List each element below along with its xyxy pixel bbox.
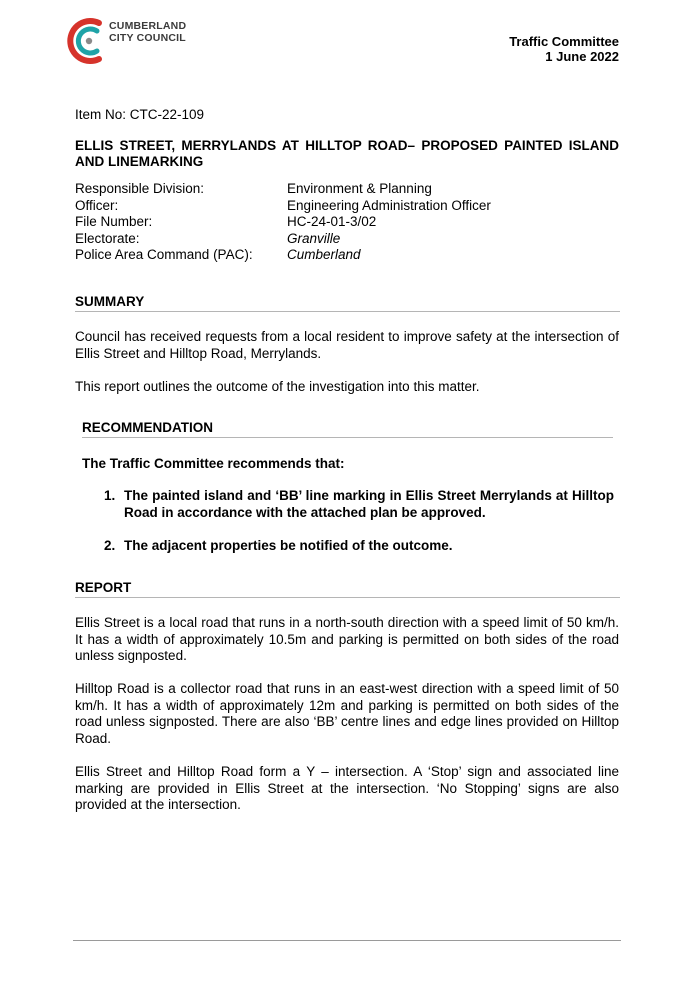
recommendation-number: 2. — [104, 538, 116, 553]
detail-row-pac — [75, 247, 491, 264]
footer-divider — [73, 940, 621, 941]
item-number: Item No: CTC-22-109 — [75, 107, 205, 122]
summary-paragraph-1: Council has received requests from a local resident to improve safety at the intersection of Ellis Street and Hilltop Road, Merrylands. — [75, 329, 619, 361]
council-logo-mark — [66, 12, 112, 70]
detail-row-file-number — [75, 214, 491, 231]
recommendation-text: The painted island and ‘BB’ line marking in Ellis Street Merrylands at Hilltop Road in accordance with the attached plan be approved. — [124, 488, 614, 520]
logo-line-1: CUMBERLAND — [109, 20, 187, 32]
recommendation-divider — [82, 437, 613, 438]
report-paragraph-3: Ellis Street and Hilltop Road form a Y – intersection. A ‘Stop’ sign and associated line marking are provided in Ellis Street at the intersection. ‘No Stopping’ signs are also provided at the intersection. — [75, 764, 619, 812]
committee-name: Traffic Committee — [509, 34, 619, 49]
detail-label: Electorate: — [75, 230, 140, 246]
recommendation-heading: RECOMMENDATION — [82, 420, 213, 435]
detail-row-officer — [75, 198, 491, 215]
detail-value: Cumberland — [287, 247, 361, 262]
report-details — [75, 181, 491, 264]
report-paragraph-2: Hilltop Road is a collector road that runs in an east-west direction with a speed limit of 50 km/h. It has a width of approximately 12m and parking is permitted on both sides of the road unless signposted. There are also ‘BB’ centre lines and edge lines provided on Hilltop Road. — [75, 681, 619, 746]
recommendation-text: The adjacent properties be notified of the outcome. — [124, 538, 453, 553]
recommendation-item — [104, 488, 614, 521]
detail-label: Officer: — [75, 197, 119, 213]
detail-value: Granville — [287, 230, 341, 246]
council-logo-wordmark — [109, 20, 186, 44]
report-divider — [75, 597, 620, 598]
detail-row-division — [75, 181, 491, 198]
summary-divider — [75, 311, 620, 312]
summary-paragraph-2: This report outlines the outcome of the investigation into this matter. — [75, 379, 480, 394]
report-title: ELLIS STREET, MERRYLANDS AT HILLTOP ROAD– PROPOSED PAINTED ISLAND AND LINEMARKING — [75, 138, 619, 169]
meeting-date: 1 June 2022 — [545, 49, 619, 64]
document-header — [509, 34, 619, 64]
detail-label: Responsible Division: — [75, 181, 205, 196]
report-heading: REPORT — [75, 580, 132, 595]
recommendation-number: 1. — [104, 488, 116, 503]
recommendation-item — [104, 538, 614, 555]
recommendation-intro: The Traffic Committee recommends that: — [82, 456, 345, 471]
detail-value: Engineering Administration Officer — [287, 197, 491, 213]
detail-value: HC-24-01-3/02 — [287, 214, 377, 229]
summary-heading: SUMMARY — [75, 294, 145, 309]
detail-row-electorate — [75, 231, 491, 248]
detail-label: File Number: — [75, 214, 153, 229]
logo-line-2: CITY COUNCIL — [109, 32, 186, 44]
detail-label: Police Area Command (PAC): — [75, 247, 253, 262]
report-paragraph-1: Ellis Street is a local road that runs in a north-south direction with a speed limit of 50 km/h. It has a width of approximately 10.5m and parking is permitted on both sides of the road unless signposted. — [75, 615, 619, 663]
detail-value: Environment & Planning — [287, 181, 432, 196]
